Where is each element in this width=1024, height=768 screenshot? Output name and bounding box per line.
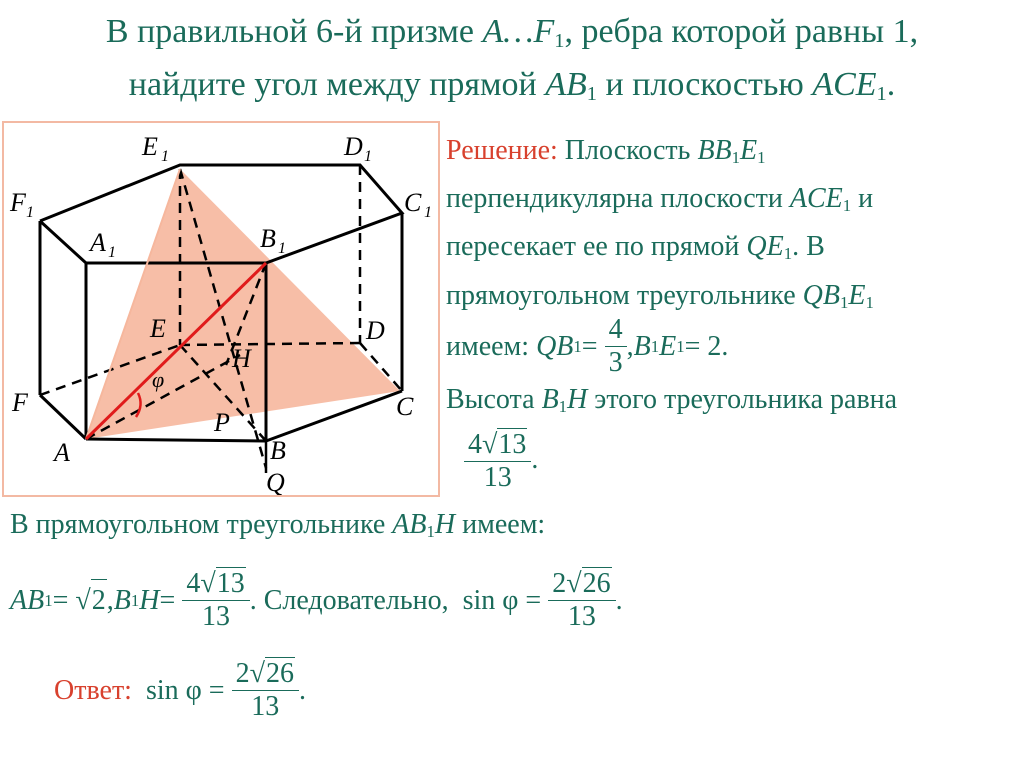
svg-text:1: 1 xyxy=(26,204,34,221)
bottom-block: В прямоугольном треугольнике $AB_1H$ имеем: AB 1 = √ 2 , B 1 H = $\frac{4√13}{13}$ . Следовательно, sin φ = $\frac{2√26}{13}$ . xyxy=(10,509,623,632)
label-h: H xyxy=(232,344,251,373)
title-line-2: найдите угол между прямой $AB_1$ и плоскостью $ACE_1$. xyxy=(128,66,896,106)
label-q: Q xyxy=(266,468,285,495)
svg-text:1: 1 xyxy=(161,148,169,165)
label-phi: φ xyxy=(152,367,165,392)
svg-text:1: 1 xyxy=(424,204,432,221)
answer-fraction: $\frac{2√26}{13}$ xyxy=(232,658,299,723)
label-d1: D xyxy=(344,132,363,161)
svg-text:1: 1 xyxy=(278,240,286,257)
label-e: E xyxy=(150,314,166,343)
label-e1: E xyxy=(142,132,158,161)
label-f: F xyxy=(12,388,28,417)
label-a: A xyxy=(54,438,70,467)
answer-block: Ответ: sin φ = $\frac{2√26}{13}$ . xyxy=(54,657,306,722)
label-b1: B xyxy=(260,224,276,253)
prism-figure xyxy=(2,121,440,497)
prism-diagram xyxy=(4,123,438,495)
svg-text:1: 1 xyxy=(108,244,116,261)
fraction-sin-phi: $\frac{2√26}{13}$ xyxy=(548,568,615,633)
title-line-1: В правильной 6-й призме $A\dots F_1$, ребра которой равны 1, xyxy=(105,13,919,53)
label-f1: F xyxy=(10,188,26,217)
problem-title xyxy=(0,10,1024,116)
label-c1: C xyxy=(404,188,422,217)
answer-label: Ответ: xyxy=(54,674,132,706)
solution-label: Решение: xyxy=(446,135,558,166)
fraction-b1h: $\frac{4√13}{13}$ xyxy=(182,568,249,633)
solution-block: Решение: Плоскость $BB_1E_1$ перпендикулярна плоскости $ACE_1$ и пересекает ее по прямой $QE_1$. В прямоугольном треугольнике $QB_1E_1$ имеем: QB 1 = $\frac{4}{3}$ , B 1 E 1 = 2. Высота $B_1H$ этого треугольника равна $\frac{4√13}{13}$ . xyxy=(446,135,898,493)
label-b: B xyxy=(270,436,286,465)
svg-text:1: 1 xyxy=(364,148,372,165)
label-a1: A xyxy=(90,228,106,257)
label-c: C xyxy=(396,392,414,421)
fraction-4-3: $\frac{4}{3}$ xyxy=(605,314,627,379)
fraction-4sqrt13-13: $\frac{4√13}{13}$ xyxy=(464,429,531,494)
label-d: D xyxy=(366,316,385,345)
label-p: P xyxy=(214,408,230,437)
